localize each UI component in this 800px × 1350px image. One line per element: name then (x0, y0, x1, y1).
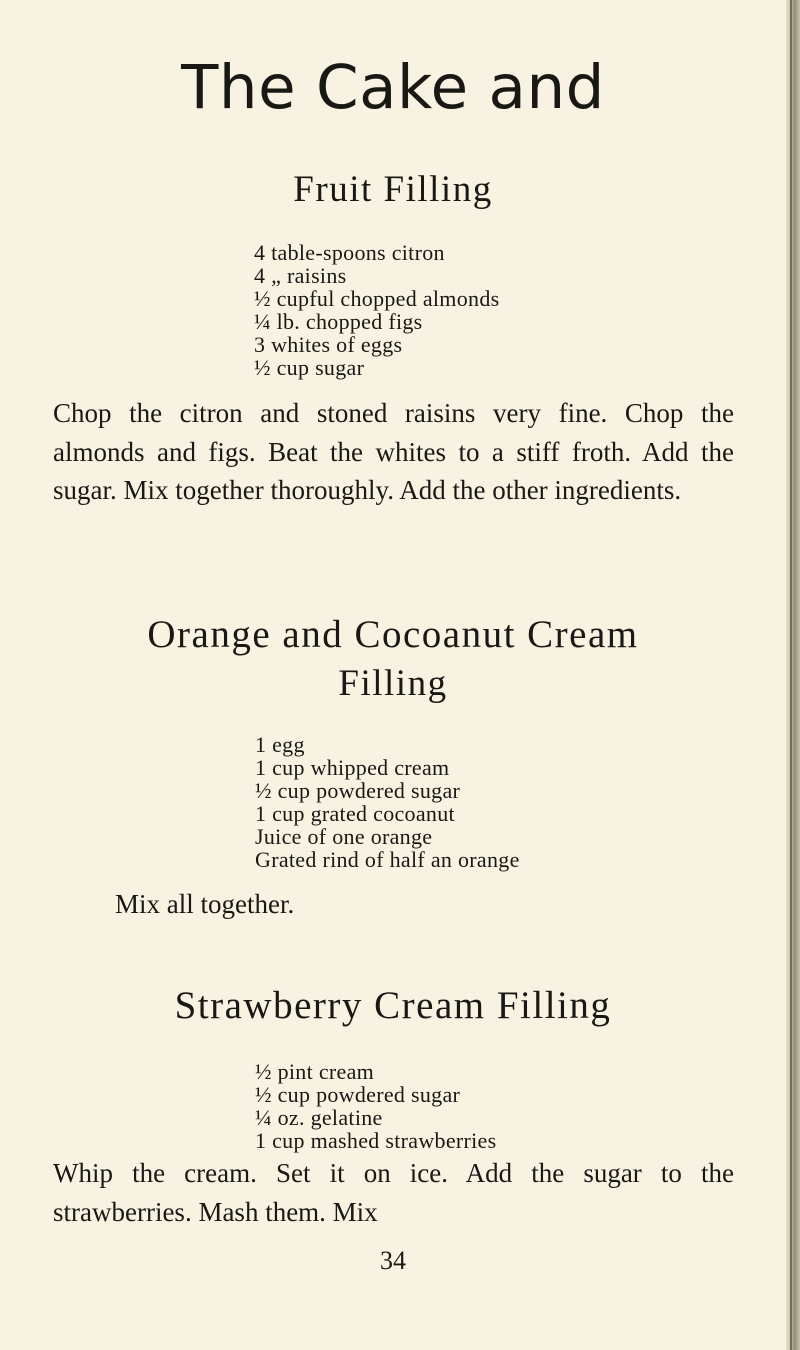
ingredient-list-orange-cocoanut (255, 733, 520, 871)
ingredient-item: ½ cup powdered sugar (255, 1082, 461, 1107)
section-title-strawberry-cream: Strawberry Cream Filling (174, 984, 612, 1027)
ingredient-item: 4 „ raisins (254, 263, 347, 288)
ingredient-item: ¼ oz. gelatine (255, 1105, 383, 1130)
running-head: The Cake and (181, 52, 605, 123)
ingredient-item: ½ cup sugar (254, 355, 365, 380)
ingredient-list-strawberry-cream (255, 1060, 496, 1152)
section-title-orange-cocoanut-line2: Filling (338, 663, 448, 704)
method-paragraph-orange-cocoanut: Mix all together. (115, 889, 295, 919)
ingredient-item: 1 egg (255, 732, 305, 757)
section-title-orange-cocoanut-line1: Orange and Cocoanut Cream (147, 613, 639, 656)
page-number: 34 (380, 1246, 406, 1275)
ingredient-item: Grated rind of half an orange (255, 847, 520, 872)
method-paragraph-strawberry-cream: Whip the cream. Set it on ice. Add the sugar to the strawberries. Mash them. Mix (53, 1158, 734, 1227)
method-paragraph-fruit-filling: Chop the citron and stoned raisins very fine. Chop the almonds and figs. Beat the whites to a stiff froth. Add the sugar. Mix together thoroughly. Add the other ingredients. (53, 398, 734, 505)
ingredient-item: ½ pint cream (255, 1059, 375, 1084)
ingredient-item: 1 cup whipped cream (255, 755, 450, 780)
ingredient-item: 1 cup mashed strawberries (255, 1128, 497, 1153)
ingredient-item: 3 whites of eggs (254, 332, 403, 357)
page-edge (786, 0, 800, 1350)
ingredient-item: ½ cup powdered sugar (255, 778, 461, 803)
ingredient-list-fruit-filling (254, 241, 499, 379)
ingredient-item: 1 cup grated cocoanut (255, 801, 455, 826)
ingredient-item: ½ cupful chopped almonds (254, 286, 500, 311)
ingredient-item: 4 table-spoons citron (254, 240, 445, 265)
ingredient-item: Juice of one orange (255, 824, 433, 849)
ingredient-item: ¼ lb. chopped figs (254, 309, 423, 334)
section-title-fruit-filling: Fruit Filling (293, 169, 493, 210)
